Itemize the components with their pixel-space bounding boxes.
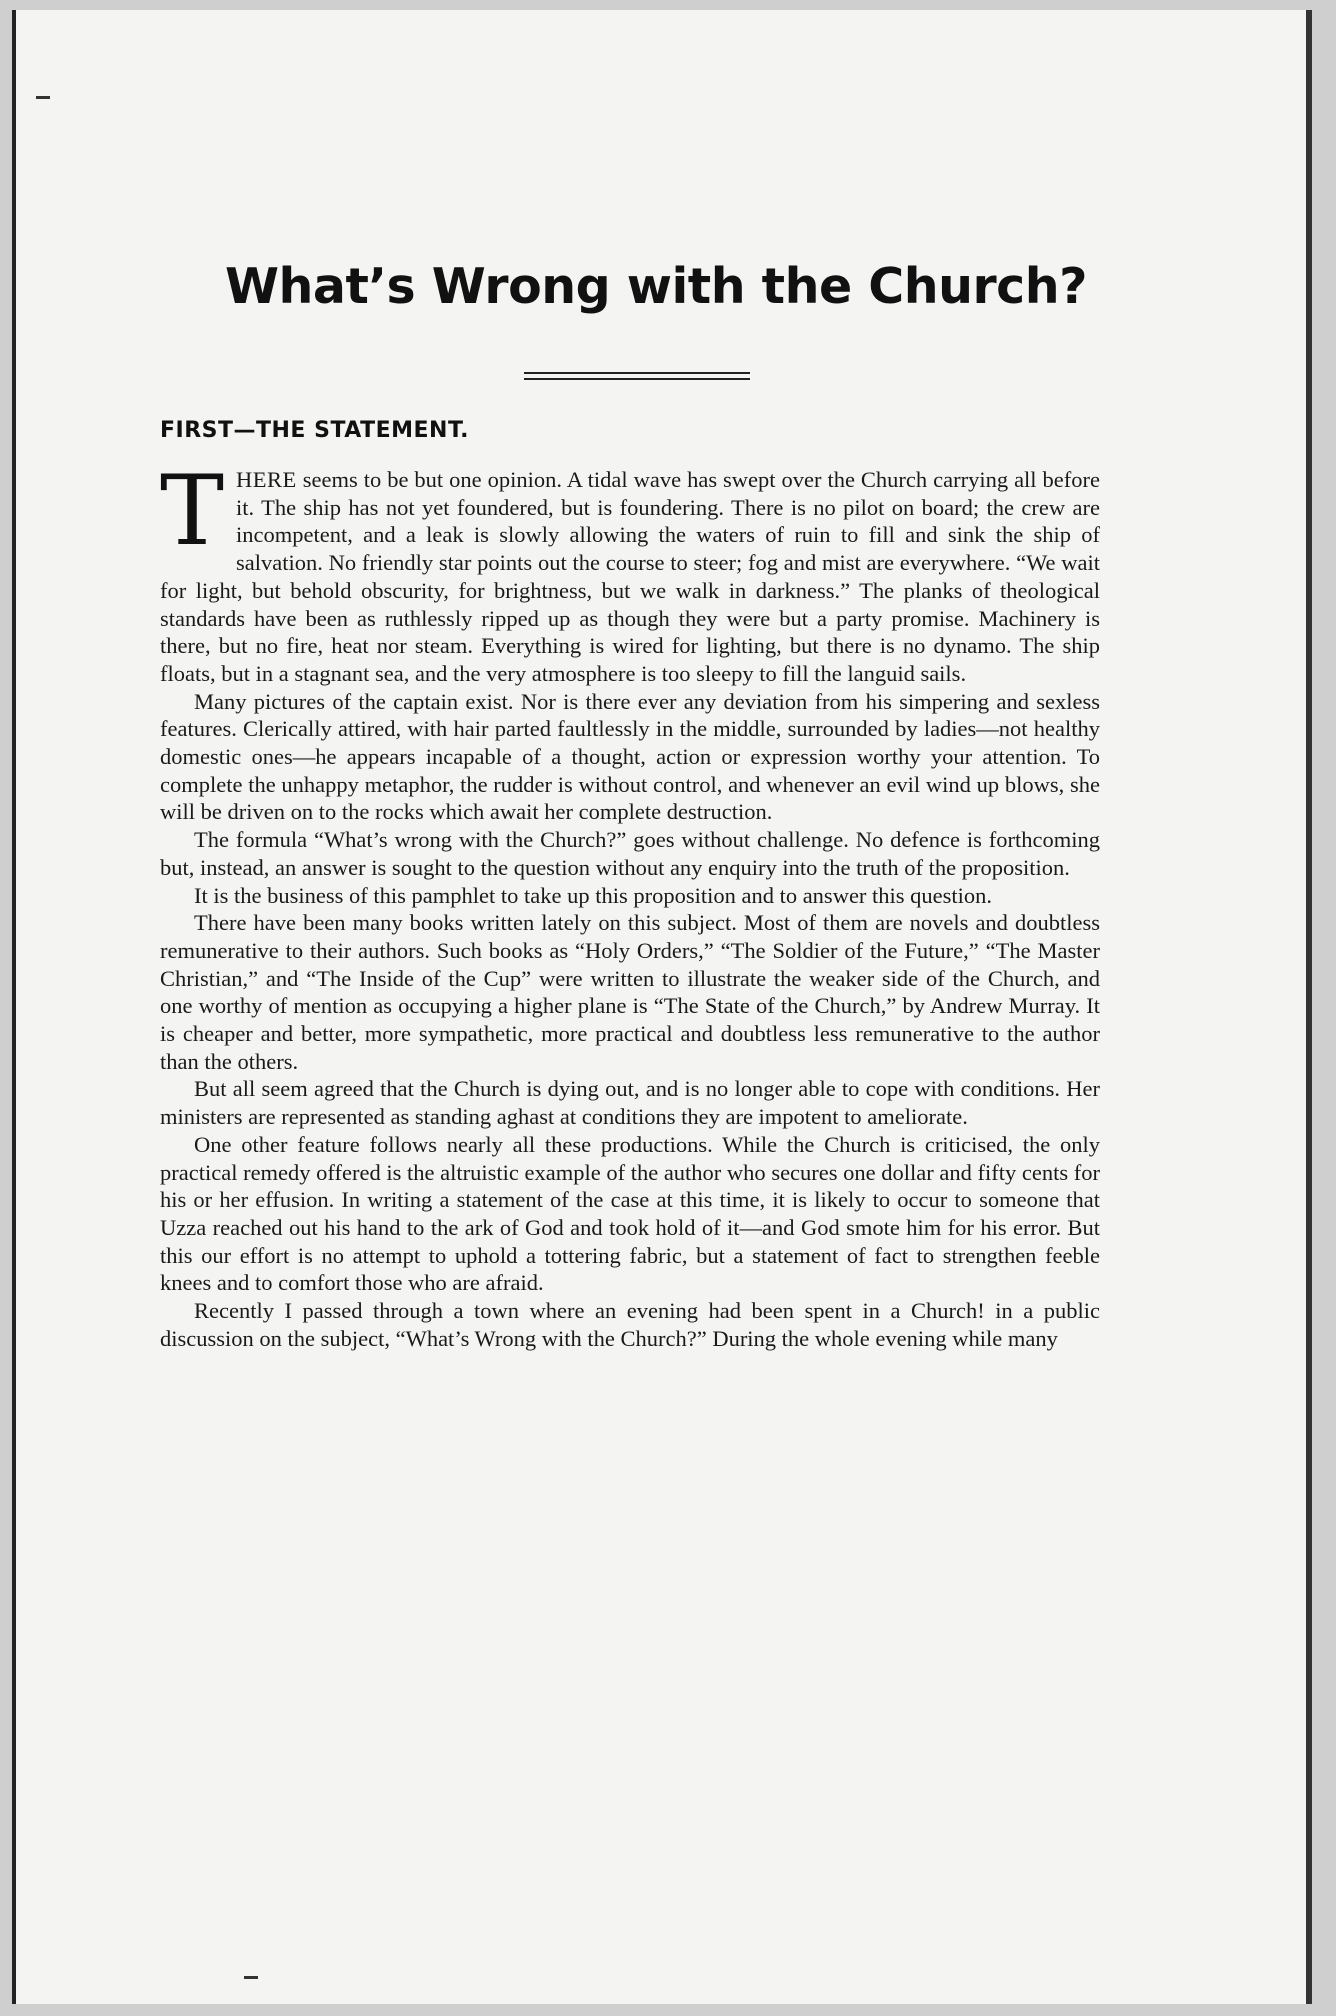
paragraph-3: The formula “What’s wrong with the Church?” goes without challenge. No defence is forthcoming but, instead, an answer is sought to the question without any enquiry into the truth of the proposition. <box>160 827 1100 880</box>
page-title: What’s Wrong with the Church? <box>224 258 1088 315</box>
drop-cap: T <box>160 455 225 567</box>
paragraph-4: It is the business of this pamphlet to take up this proposition and to answer this question. <box>194 882 993 908</box>
paragraph-2: Many pictures of the captain exist. Nor is there ever any deviation from his simpering and sexless features. Clerically attired, with hair parted faultlessly in the middle, surrounded by ladies—not healthy domestic ones—he appears incapable of a thought, action or expression worthy your attention. To complete the unhappy metaphor, the rudder is without control, and whenever an evil wind up blows, she will be driven on to the rocks which await her complete destruction. <box>160 688 1100 825</box>
paragraph-lead: HERE <box>236 467 297 492</box>
body-text <box>160 455 1100 1353</box>
scan-mark-bottom <box>244 1976 258 1979</box>
scan-mark <box>36 96 50 99</box>
document-page <box>12 10 1312 2004</box>
paragraph-1 <box>160 455 1100 688</box>
paragraph-7: One other feature follows nearly all these productions. While the Church is criticised, the only practical remedy offered is the altruistic example of the author who secures one dollar and fifty cents for his or her effusion. In writing a statement of the case at this time, it is likely to occur to someone that Uzza reached out his hand to the ark of God and took hold of it—and God smote him for his error. But this our effort is no attempt to uphold a tottering fabric, but a statement of fact to strengthen feeble knees and to comfort those who are afraid. <box>160 1131 1100 1296</box>
section-heading: FIRST—THE STATEMENT. <box>160 418 469 443</box>
paragraph-1-text: seems to be but one opinion. A tidal wave has swept over the Church carrying all before it. The ship has not yet foundered, but is foundering. There is no pilot on board; the crew are incompetent, and a leak is slowly allowing the waters of ruin to fill and sink the ship of salvation. No friendly star points out the course to steer; fog and mist are everywhere. “We wait for light, but behold obscurity, for brightness, but we walk in darkness.” The planks of theological standards have been as ruthlessly ripped up as though they were but a party promise. Machinery is there, but no fire, heat nor steam. Everything is wired for lighting, but there is no dynamo. The ship floats, but in a stagnant sea, and the very atmosphere is too sleepy to fill the languid sails. <box>160 467 1100 686</box>
title-rule-top <box>524 372 750 374</box>
paragraph-6: But all seem agreed that the Church is dying out, and is no longer able to cope with conditions. Her ministers are represented as standing aghast at conditions they are impotent to ameliorate. <box>160 1076 1100 1130</box>
title-rule-bottom <box>524 378 750 380</box>
paragraph-5: There have been many books written lately on this subject. Most of them are novels and doubtless remunerative to their authors. Such books as “Holy Orders,” “The Soldier of the Future,” “The Master Christian,” and “The Inside of the Cup” were written to illustrate the weaker side of the Church, and one worthy of mention as occupying a higher plane is “The State of the Church,” by Andrew Murray. It is cheaper and better, more sympathetic, more practical and doubtless less remunerative to the author than the others. <box>160 910 1100 1074</box>
paragraph-8: Recently I passed through a town where an evening had been spent in a Church! in a public discussion on the subject, “What’s Wrong with the Church?” During the whole evening while many <box>160 1298 1100 1351</box>
